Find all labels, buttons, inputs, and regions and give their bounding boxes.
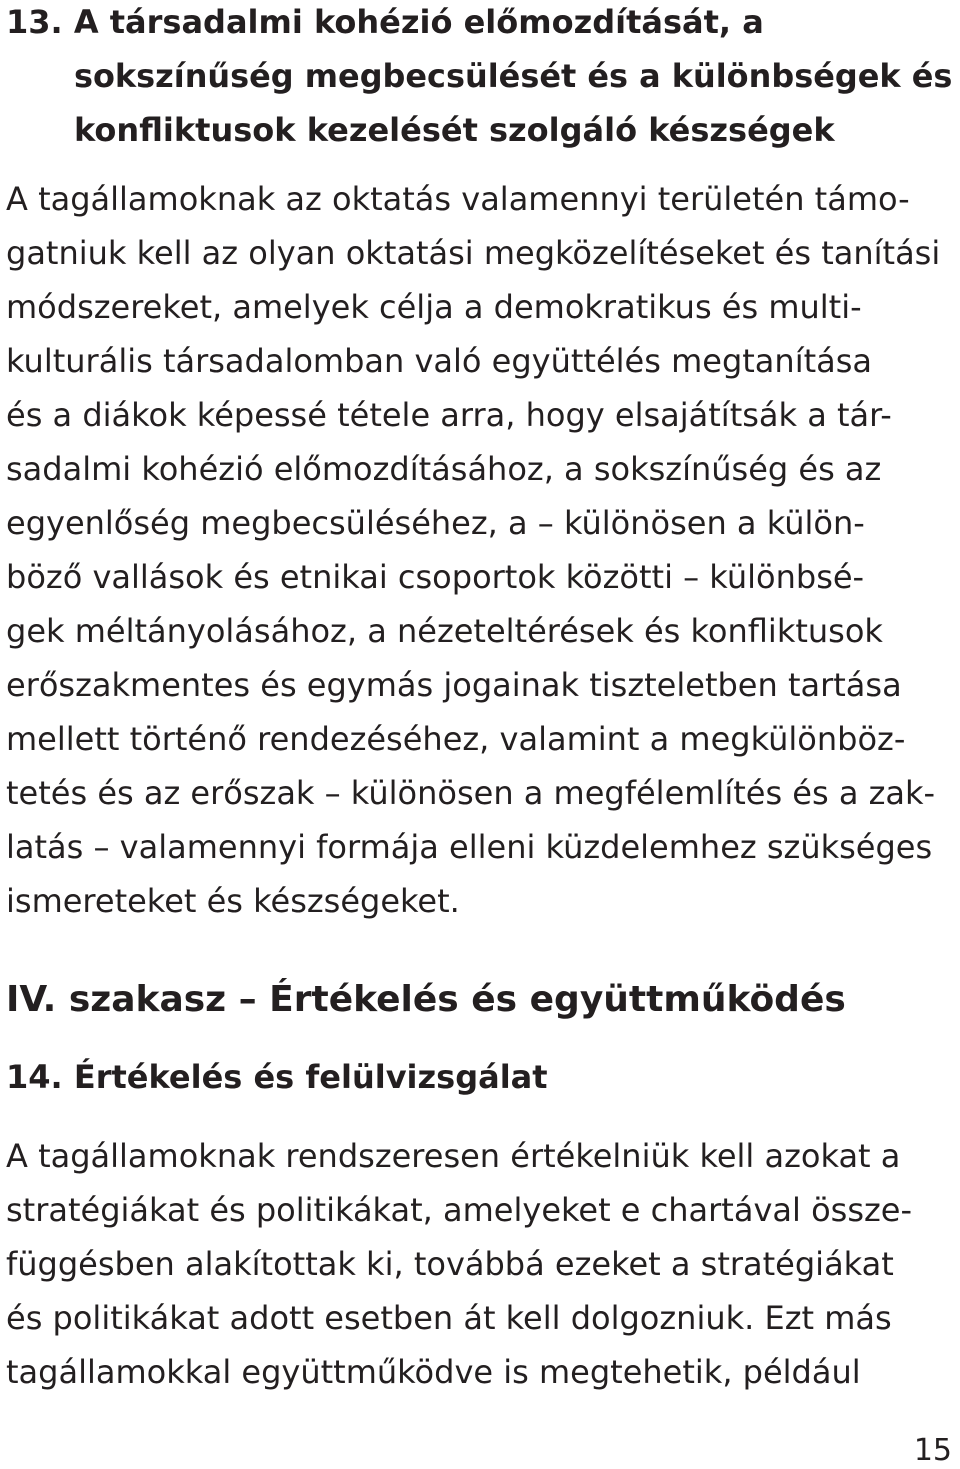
paragraph-line: latás – valamennyi formája elleni küzdelemhez szükséges — [6, 828, 933, 866]
paragraph-line: módszereket, amelyek célja a demokratikus és multi- — [6, 288, 862, 326]
paragraph-line: függésben alakítottak ki, továbbá ezeket a stratégiákat — [6, 1245, 894, 1283]
paragraph-line: és a diákok képessé tétele arra, hogy elsajátítsák a tár- — [6, 396, 892, 434]
paragraph-line: tetés és az erőszak – különösen a megfélemlítés és a zak- — [6, 774, 936, 812]
page-number: 15 — [913, 1433, 952, 1468]
paragraph-line: erőszakmentes és egymás jogainak tiszteletben tartása — [6, 666, 902, 704]
heading-line: sokszínűség megbecsülését és a különbségek és — [74, 57, 953, 95]
paragraph-line: kulturális társadalomban való együttélés megtanítása — [6, 342, 873, 380]
paragraph-line: és politikákat adott esetben át kell dolgozniuk. Ezt más — [6, 1299, 892, 1337]
paragraph-line: A tagállamoknak rendszeresen értékelniük kell azokat a — [6, 1137, 901, 1175]
paragraph-line: egyenlőség megbecsüléséhez, a – különösen a külön- — [6, 504, 865, 542]
paragraph-line: ismereteket és készségeket. — [6, 882, 460, 920]
paragraph-line: tagállamokkal együttműködve is megtehetik, például — [6, 1353, 861, 1391]
paragraph-line: sadalmi kohézió előmozdításához, a sokszínűség és az — [6, 450, 882, 488]
heading-line: konfliktusok kezelését szolgáló készségek — [74, 111, 835, 149]
paragraph-line: gek méltányolásához, a nézeteltérések és konfliktusok — [6, 612, 883, 650]
heading-line: 13. A társadalmi kohézió előmozdítását, a — [6, 3, 764, 41]
paragraph-line: böző vallások és etnikai csoportok közötti – különbsé- — [6, 558, 865, 596]
paragraph-line: mellett történő rendezéséhez, valamint a megkülönböz- — [6, 720, 906, 758]
paragraph-line: stratégiákat és politikákat, amelyeket e chartával össze- — [6, 1191, 913, 1229]
part-4-title: IV. szakasz – Értékelés és együttműködés — [6, 979, 846, 1020]
paragraph-line: gatniuk kell az olyan oktatási megközelítéseket és tanítási — [6, 234, 941, 272]
section-14-heading: 14. Értékelés és felülvizsgálat — [6, 1058, 548, 1096]
paragraph-line: A tagállamoknak az oktatás valamennyi területén támo- — [6, 180, 910, 218]
